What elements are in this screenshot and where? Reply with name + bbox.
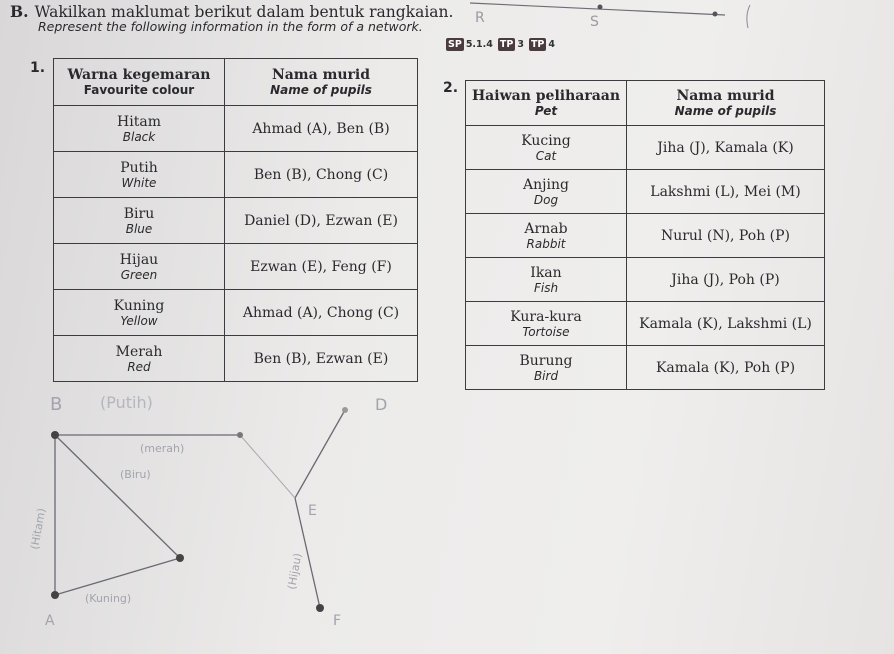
sketch-edge-label: (Putih) bbox=[100, 393, 153, 412]
pet-ms: Burung bbox=[519, 352, 573, 369]
pupils-cell: Daniel (D), Ezwan (E) bbox=[225, 198, 418, 244]
pet-cell bbox=[466, 346, 627, 390]
table-row bbox=[466, 302, 825, 346]
pupils-cell: Ahmad (A), Chong (C) bbox=[225, 290, 418, 336]
pet-en: Rabbit bbox=[526, 236, 566, 251]
pet-cell bbox=[466, 214, 627, 258]
pupils-cell: Nurul (N), Poh (P) bbox=[627, 214, 825, 258]
pupils-cell: Ahmad (A), Ben (B) bbox=[225, 106, 418, 152]
colour-ms: Putih bbox=[120, 159, 158, 176]
colour-ms: Biru bbox=[123, 205, 155, 222]
table-row bbox=[466, 346, 825, 390]
table-row bbox=[54, 336, 418, 382]
sketch-vertex bbox=[598, 5, 603, 10]
pet-table bbox=[465, 80, 825, 390]
header-pet bbox=[466, 81, 627, 126]
colour-cell bbox=[54, 336, 225, 382]
pet-en: Tortoise bbox=[522, 324, 570, 339]
header-colour-en: Favourite colour bbox=[83, 83, 195, 97]
sketch-vertex bbox=[51, 431, 59, 439]
pet-en: Dog bbox=[533, 192, 559, 207]
pupils-cell: Ben (B), Chong (C) bbox=[225, 152, 418, 198]
section-letter: B. bbox=[10, 2, 29, 21]
pet-cell bbox=[466, 126, 627, 170]
sketch-edge-label: (Hitam) bbox=[28, 507, 49, 551]
header-pupils-ms: Nama murid bbox=[676, 88, 775, 104]
sketch-stroke bbox=[747, 5, 750, 28]
colour-en: White bbox=[121, 175, 157, 190]
instruction-english: Represent the following information in the form of a network. bbox=[38, 19, 423, 34]
pet-en: Fish bbox=[533, 280, 559, 295]
top-pencil-sketch bbox=[460, 0, 760, 30]
pupils-cell: Jiha (J), Kamala (K) bbox=[627, 126, 825, 170]
pet-ms: Kucing bbox=[521, 132, 571, 149]
question-2-number: 2. bbox=[443, 80, 459, 96]
instruction-malay: Wakilkan maklumat berikut dalam bentuk rangkaian. bbox=[34, 3, 454, 21]
skill-tags bbox=[446, 38, 558, 51]
sketch-edge-label: (Biru) bbox=[120, 468, 151, 481]
table-row bbox=[54, 152, 418, 198]
header-pet-ms: Haiwan peliharaan bbox=[471, 88, 621, 104]
colour-ms: Hitam bbox=[117, 113, 161, 130]
colour-cell bbox=[54, 152, 225, 198]
table-header-row bbox=[54, 59, 418, 106]
colour-en: Yellow bbox=[120, 313, 158, 328]
question-1-number: 1. bbox=[30, 60, 46, 76]
header-pet-en: Pet bbox=[534, 104, 558, 118]
tag-tp-1: TP bbox=[499, 39, 514, 50]
sketch-label-r: R bbox=[475, 10, 485, 26]
sketch-vertex bbox=[316, 604, 324, 612]
colour-cell bbox=[54, 244, 225, 290]
pet-en: Cat bbox=[535, 148, 557, 163]
pet-ms: Anjing bbox=[523, 176, 569, 193]
tag-tp-1-value: 3 bbox=[517, 39, 524, 50]
table-row bbox=[466, 170, 825, 214]
header-colour-ms: Warna kegemaran bbox=[67, 67, 211, 83]
sketch-vertex bbox=[176, 554, 184, 562]
table-row bbox=[54, 198, 418, 244]
colour-en: Green bbox=[120, 267, 158, 282]
tag-sp: SP bbox=[448, 39, 462, 50]
pet-cell bbox=[466, 170, 627, 214]
favourite-colour-table bbox=[53, 58, 418, 382]
pupils-cell: Kamala (K), Poh (P) bbox=[627, 346, 825, 390]
sketch-label-d: D bbox=[375, 395, 388, 414]
sketch-label-b: B bbox=[50, 394, 63, 415]
colour-ms: Hijau bbox=[119, 251, 159, 268]
header-pupils-en: Name of pupils bbox=[674, 104, 777, 118]
pupils-cell: Ezwan (E), Feng (F) bbox=[225, 244, 418, 290]
pet-ms: Ikan bbox=[530, 264, 562, 281]
sketch-vertex bbox=[237, 432, 243, 438]
sketch-edge-label: (merah) bbox=[140, 442, 185, 455]
table-row bbox=[466, 126, 825, 170]
pupils-cell: Ben (B), Ezwan (E) bbox=[225, 336, 418, 382]
table-row bbox=[54, 244, 418, 290]
table-row bbox=[54, 290, 418, 336]
pet-cell bbox=[466, 302, 627, 346]
pupils-cell: Jiha (J), Poh (P) bbox=[627, 258, 825, 302]
colour-en: Black bbox=[122, 129, 156, 144]
colour-en: Red bbox=[127, 359, 151, 374]
pupils-cell: Lakshmi (L), Mei (M) bbox=[627, 170, 825, 214]
colour-cell bbox=[54, 290, 225, 336]
sketch-label-f: F bbox=[333, 613, 342, 629]
network-pencil-sketch bbox=[0, 380, 440, 654]
sketch-edge bbox=[240, 435, 295, 498]
header-pupils-en: Name of pupils bbox=[270, 83, 372, 97]
sketch-vertex bbox=[342, 407, 348, 413]
tag-tp-2: TP bbox=[530, 39, 545, 50]
tag-tp-2-value: 4 bbox=[548, 39, 556, 50]
header-pupils bbox=[225, 59, 418, 106]
pet-ms: Kura-kura bbox=[510, 308, 582, 325]
colour-en: Blue bbox=[125, 221, 153, 236]
colour-cell bbox=[54, 106, 225, 152]
header-pupils bbox=[627, 81, 825, 126]
table-row bbox=[466, 258, 825, 302]
sketch-edge bbox=[295, 410, 345, 498]
sketch-vertex bbox=[713, 12, 718, 17]
header-colour bbox=[54, 59, 225, 106]
tag-sp-value: 5.1.4 bbox=[465, 39, 493, 50]
sketch-label-a: A bbox=[45, 613, 55, 629]
sketch-edge bbox=[55, 558, 180, 595]
colour-ms: Merah bbox=[115, 343, 163, 360]
sketch-label-s: S bbox=[590, 14, 599, 30]
pet-cell bbox=[466, 258, 627, 302]
pet-en: Bird bbox=[533, 368, 559, 383]
pet-ms: Arnab bbox=[524, 220, 568, 237]
table-row bbox=[466, 214, 825, 258]
table-row bbox=[54, 106, 418, 152]
sketch-edge-label: (Hijau) bbox=[285, 552, 305, 591]
sketch-edge-label: (Kuning) bbox=[85, 592, 132, 605]
pupils-cell: Kamala (K), Lakshmi (L) bbox=[627, 302, 825, 346]
sketch-label-e: E bbox=[308, 503, 317, 519]
header-pupils-ms: Nama murid bbox=[271, 67, 371, 83]
colour-ms: Kuning bbox=[113, 297, 165, 314]
colour-cell bbox=[54, 198, 225, 244]
table-header-row bbox=[466, 81, 825, 126]
sketch-vertex bbox=[51, 591, 59, 599]
